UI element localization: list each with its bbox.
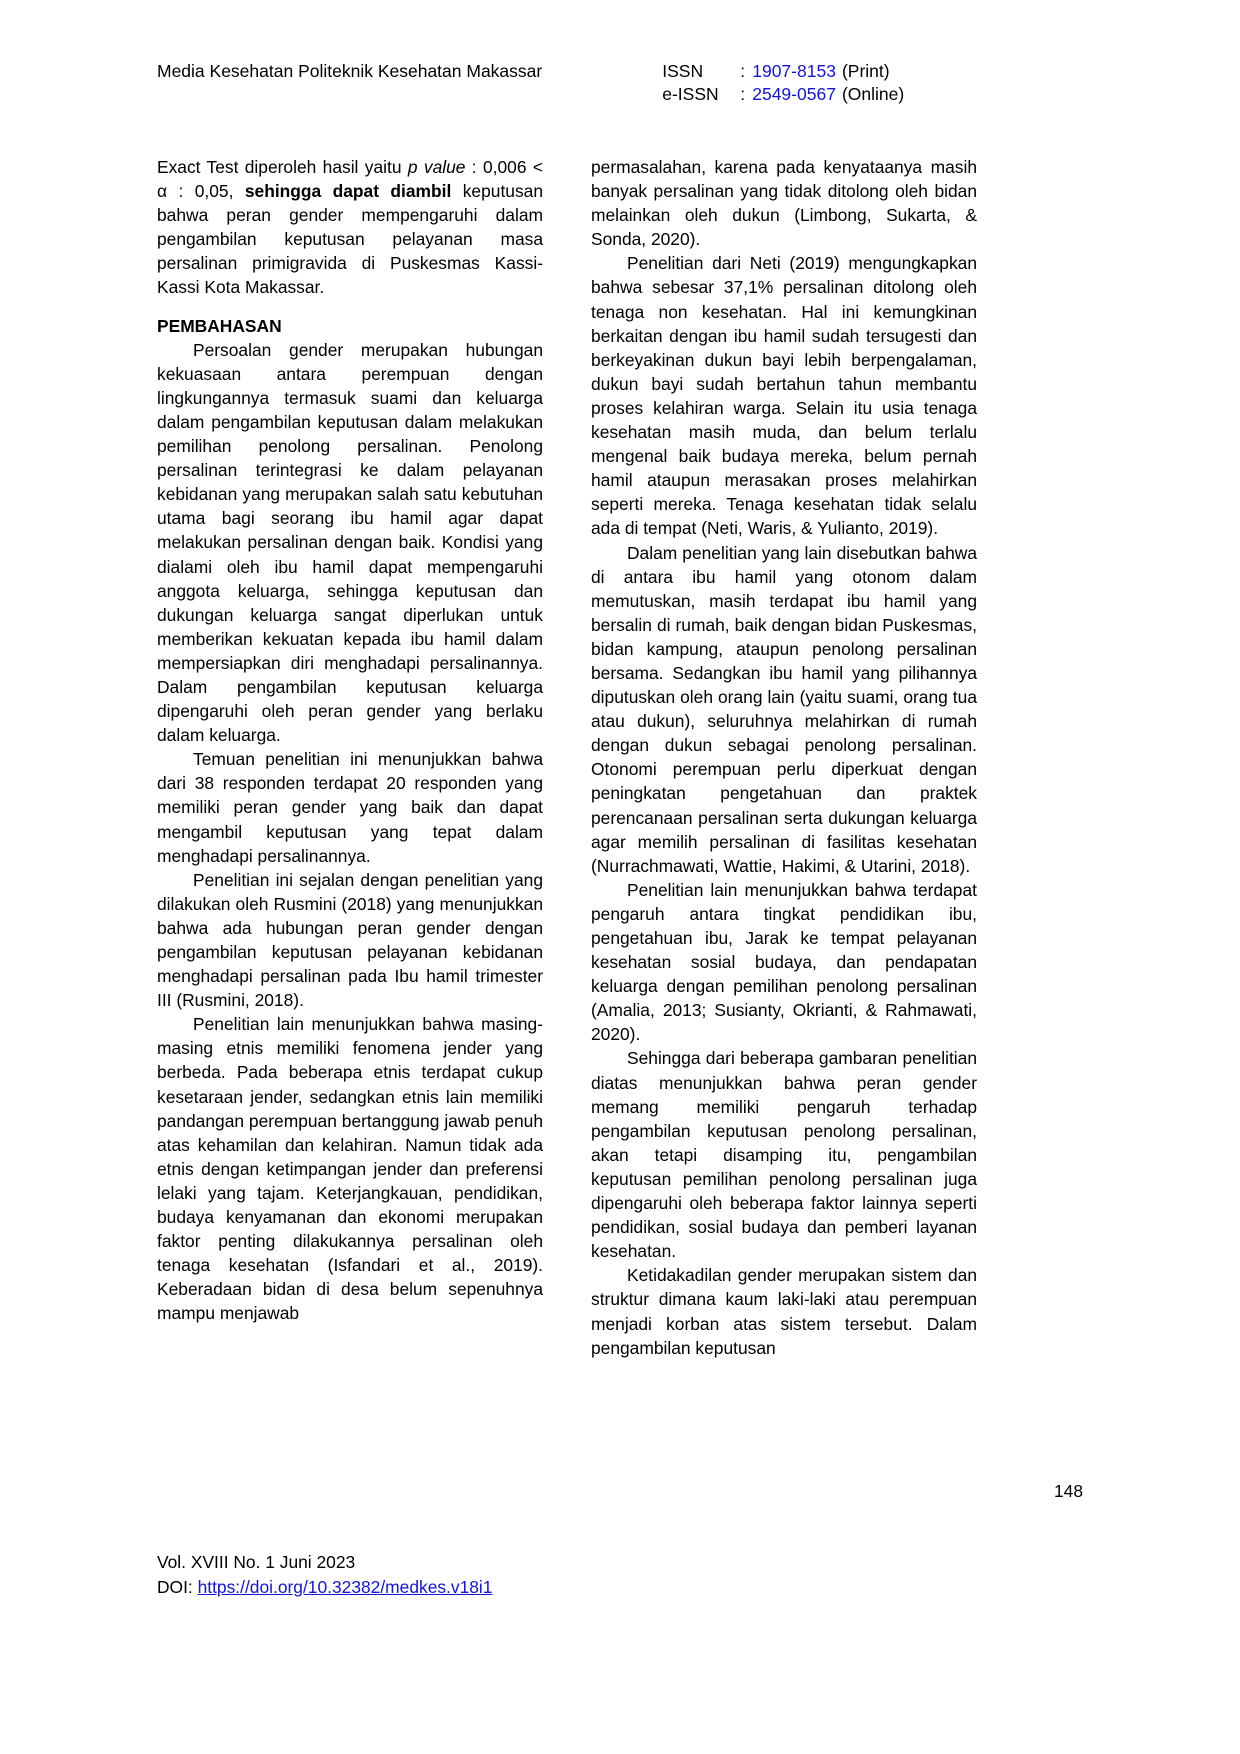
paragraph-ketidakadilan: Ketidakadilan gender merupakan sistem dan struktur dimana kaum laki-laki atau perempuan menjadi korban atas sistem tersebut. Dalam pengambilan keputusan <box>591 1265 977 1358</box>
paragraph-permasalahan: permasalahan, karena pada kenyataanya masih banyak persalinan yang tidak ditolong oleh bidan melainkan oleh dukun (Limbong, Sukarta, & Sonda, 2020). <box>591 157 977 250</box>
paragraph-etnis: Penelitian lain menunjukkan bahwa masing-masing etnis memiliki fenomena jender yang berbeda. Pada beberapa etnis terdapat cukup kesetaraan jender, sedangkan etnis lain memiliki pandangan perempuan bertanggung jawab penuh atas kehamilan dan kelahiran. Namun tidak ada etnis dengan ketimpangan jender dan preferensi lelaki yang tajam. Keterjangkauan, pendidikan, budaya kenyamanan dan ekonomi merupakan faktor penting dilakukannya persalinan oleh tenaga kesehatan (Isfandari et al., 2019). Keberadaan bidan di desa belum sepenuhnya mampu menjawab <box>157 1014 543 1324</box>
page-number: 148 <box>1053 1481 1083 1501</box>
paragraph-exact-test <box>157 155 543 300</box>
issn-online-colon: : <box>740 84 746 105</box>
footer-doi-line <box>157 1575 492 1600</box>
paragraph-pendidikan: Penelitian lain menunjukkan bahwa terdapat pengaruh antara tingkat pendidikan ibu, pengetahuan ibu, Jarak ke tempat pelayanan kesehatan sosial budaya, dan pendapatan keluarga dengan pemilihan penolong persalinan (Amalia, 2013; Susianty, Okrianti, & Rahmawati, 2020). <box>591 879 977 1045</box>
para-text-1: Exact Test diperoleh hasil yaitu <box>157 157 408 177</box>
issn-print-suffix: (Print) <box>841 61 890 81</box>
para-italic-p-value: p value <box>407 157 466 177</box>
issn-print-line <box>662 60 904 83</box>
issn-print-number: 1907-8153 <box>752 61 836 81</box>
journal-title: Media Kesehatan Politeknik Kesehatan Makassar <box>157 61 543 81</box>
issn-online-line <box>662 83 904 106</box>
paragraph-persoalan-gender: Persoalan gender merupakan hubungan kekuasaan antara perempuan dengan lingkungannya termasuk suami dan keluarga dalam pengambilan keputusan dalam melakukan pemilihan penolong persalinan. Penolong persalinan terintegrasi ke dalam pelayanan kebidanan yang merupakan salah satu kebutuhan utama bagi seorang ibu hamil agar dapat melakukan persalinan dengan baik. Kondisi yang dialami oleh ibu hamil dapat mempengaruhi anggota keluarga, sehingga keputusan dan dukungan keluarga sangat diperlukan untuk memberikan kekuatan kepada ibu hamil dalam mempersiapkan diri menghadapi persalinannya. Dalam pengambilan keputusan keluarga dipengaruhi oleh peran gender yang berlaku dalam keluarga. <box>157 339 543 746</box>
left-column <box>157 155 543 1360</box>
page-header <box>157 60 1083 106</box>
section-heading-pembahasan: PEMBAHASAN <box>157 315 282 336</box>
para-text-2: : 0,006 < α : 0,05, <box>157 157 543 202</box>
issn-online-label: e-ISSN <box>662 84 719 105</box>
footer-volume: Vol. XVIII No. 1 Juni 2023 <box>157 1552 356 1572</box>
page-footer <box>157 1550 492 1599</box>
paragraph-temuan-penelitian: Temuan penelitian ini menunjukkan bahwa dari 38 responden terdapat 20 responden yang memiliki peran gender yang baik dan dapat mengambil keputusan yang tepat dalam menghadapi persalinannya. <box>157 749 543 866</box>
right-column <box>591 155 977 1360</box>
para-bold-sehingga: sehingga dapat diambil <box>244 181 452 202</box>
paragraph-sehingga: Sehingga dari beberapa gambaran penelitian diatas menunjukkan bahwa peran gender memang memiliki pengaruh terhadap pengambilan keputusan penolong persalinan, akan tetapi disamping itu, pengambilan keputusan pemilihan penolong persalinan juga dipengaruhi oleh beberapa faktor lainnya seperti pendidikan, sosial budaya dan pemberi layanan kesehatan. <box>591 1048 977 1262</box>
issn-print-colon: : <box>740 61 746 81</box>
issn-block <box>662 60 904 106</box>
paragraph-neti: Penelitian dari Neti (2019) mengungkapkan bahwa sebesar 37,1% persalinan ditolong oleh tenaga non kesehatan. Hal ini kemungkinan berkaitan dengan ibu hamil sudah tersugesti dan berkeyakinan dukun bayi lebih berpengalaman, dukun bayi sudah bertahun tahun membantu proses kelahiran warga. Selain itu usia tenaga kesehatan masih muda, dan belum terlalu mengenal baik budaya mereka, belum pernah hamil ataupun merasakan proses melahirkan seperti mereka. Tenaga kesehatan tidak selalu ada di tempat (Neti, Waris, & Yulianto, 2019). <box>591 253 977 539</box>
footer-doi-label: DOI: <box>157 1576 198 1597</box>
issn-online-suffix: (Online) <box>841 84 905 105</box>
doi-link[interactable]: https://doi.org/10.32382/medkes.v18i1 <box>197 1576 493 1597</box>
issn-online-number: 2549-0567 <box>752 84 836 105</box>
issn-print-label: ISSN <box>662 61 704 81</box>
paragraph-rusmini: Penelitian ini sejalan dengan penelitian yang dilakukan oleh Rusmini (2018) yang menunjukkan bahwa ada hubungan peran gender dengan pengambilan keputusan pelayanan kebidanan menghadapi persalinan pada Ibu hamil trimester III (Rusmini, 2018). <box>157 869 543 1011</box>
article-body <box>157 155 977 1360</box>
paragraph-otonom: Dalam penelitian yang lain disebutkan bahwa di antara ibu hamil yang otonom dalam memutuskan, masih terdapat ibu hamil yang bersalin di rumah, baik dengan bidan Puskesmas, bidan kampung, ataupun penolong persalinan bersama. Sedangkan ibu hamil yang pilihannya diputuskan oleh orang lain (yaitu suami, orang tua atau dukun), seluruhnya melahirkan di rumah dengan dukun sebagai penolong persalinan. Otonomi perempuan perlu diperkuat dengan peningkatan pengetahuan dan praktek perencanaan persalinan serta dukungan keluarga agar memilih persalinan di fasilitas kesehatan (Nurrachmawati, Wattie, Hakimi, & Utarini, 2018). <box>591 542 977 876</box>
para-text-3: keputusan bahwa peran gender mempengaruhi dalam pengambilan keputusan pelayanan masa persalinan primigravida di Puskesmas Kassi-Kassi Kota Makassar. <box>157 181 543 298</box>
